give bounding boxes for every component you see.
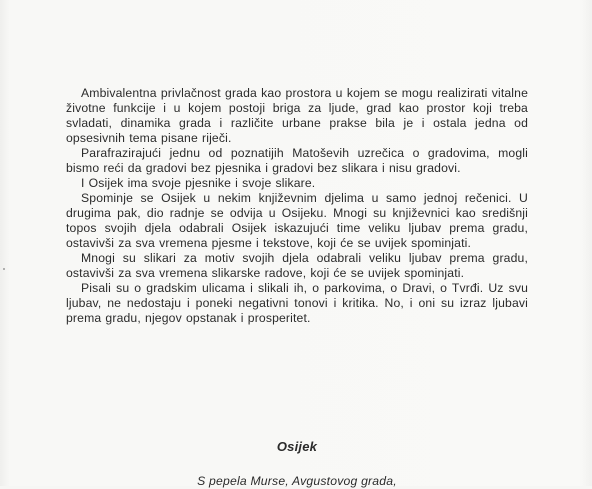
paragraph-4: Spominje se Osijek u nekim književnim djelima u samo jednoj rečenici. U drugima pak, dio radnje se odvija u Osijeku. Mnogi su književnici kao središnji topos svojih djela odabrali Osijek iskazujući time veliku ljubav prema gradu, ostavivši za sva vremena pjesme i tekstove, koji će se uvijek spominjati.	[66, 191, 528, 250]
paragraph-1: Ambivalentna privlačnost grada kao prostora u kojem se mogu realizirati vitalne životne funkcije i u kojem postoji briga za ljude, grad kao prostor koji treba svladati, dinamika grada i različite urbane prakse bila je i ostala jedna od opsesivnih tema pisane riječi.	[66, 86, 528, 145]
body-text	[66, 86, 528, 326]
paragraph-5: Mnogi su slikari za motiv svojih djela odabrali veliku ljubav prema gradu, ostavivši za sva vremena slikarske radove, koji će se uvijek spominjati.	[66, 251, 528, 280]
poem-first-line: S pepela Murse, Avgustovog grada,	[197, 474, 397, 488]
paragraph-6: Pisali su o gradskim ulicama i slikali ih, o parkovima, o Dravi, o Tvrđi. Uz svu ljubav, ne nedostaju i poneki negativni tonovi i kritika. No, i oni su izraz ljubavi prema gradu, njegov opstanak i prosperitet.	[66, 281, 528, 325]
scan-speck	[3, 268, 5, 270]
paragraph-2: Parafrazirajući jednu od poznatijih Matoševih uzrečica o gradovima, mogli bismo reći da gradovi bez pjesnika i gradovi bez slikara i nisu gradovi.	[66, 146, 528, 175]
section-heading: Osijek	[276, 439, 318, 454]
paragraph-3: I Osijek ima svoje pjesnike i svoje slikare.	[81, 176, 316, 190]
